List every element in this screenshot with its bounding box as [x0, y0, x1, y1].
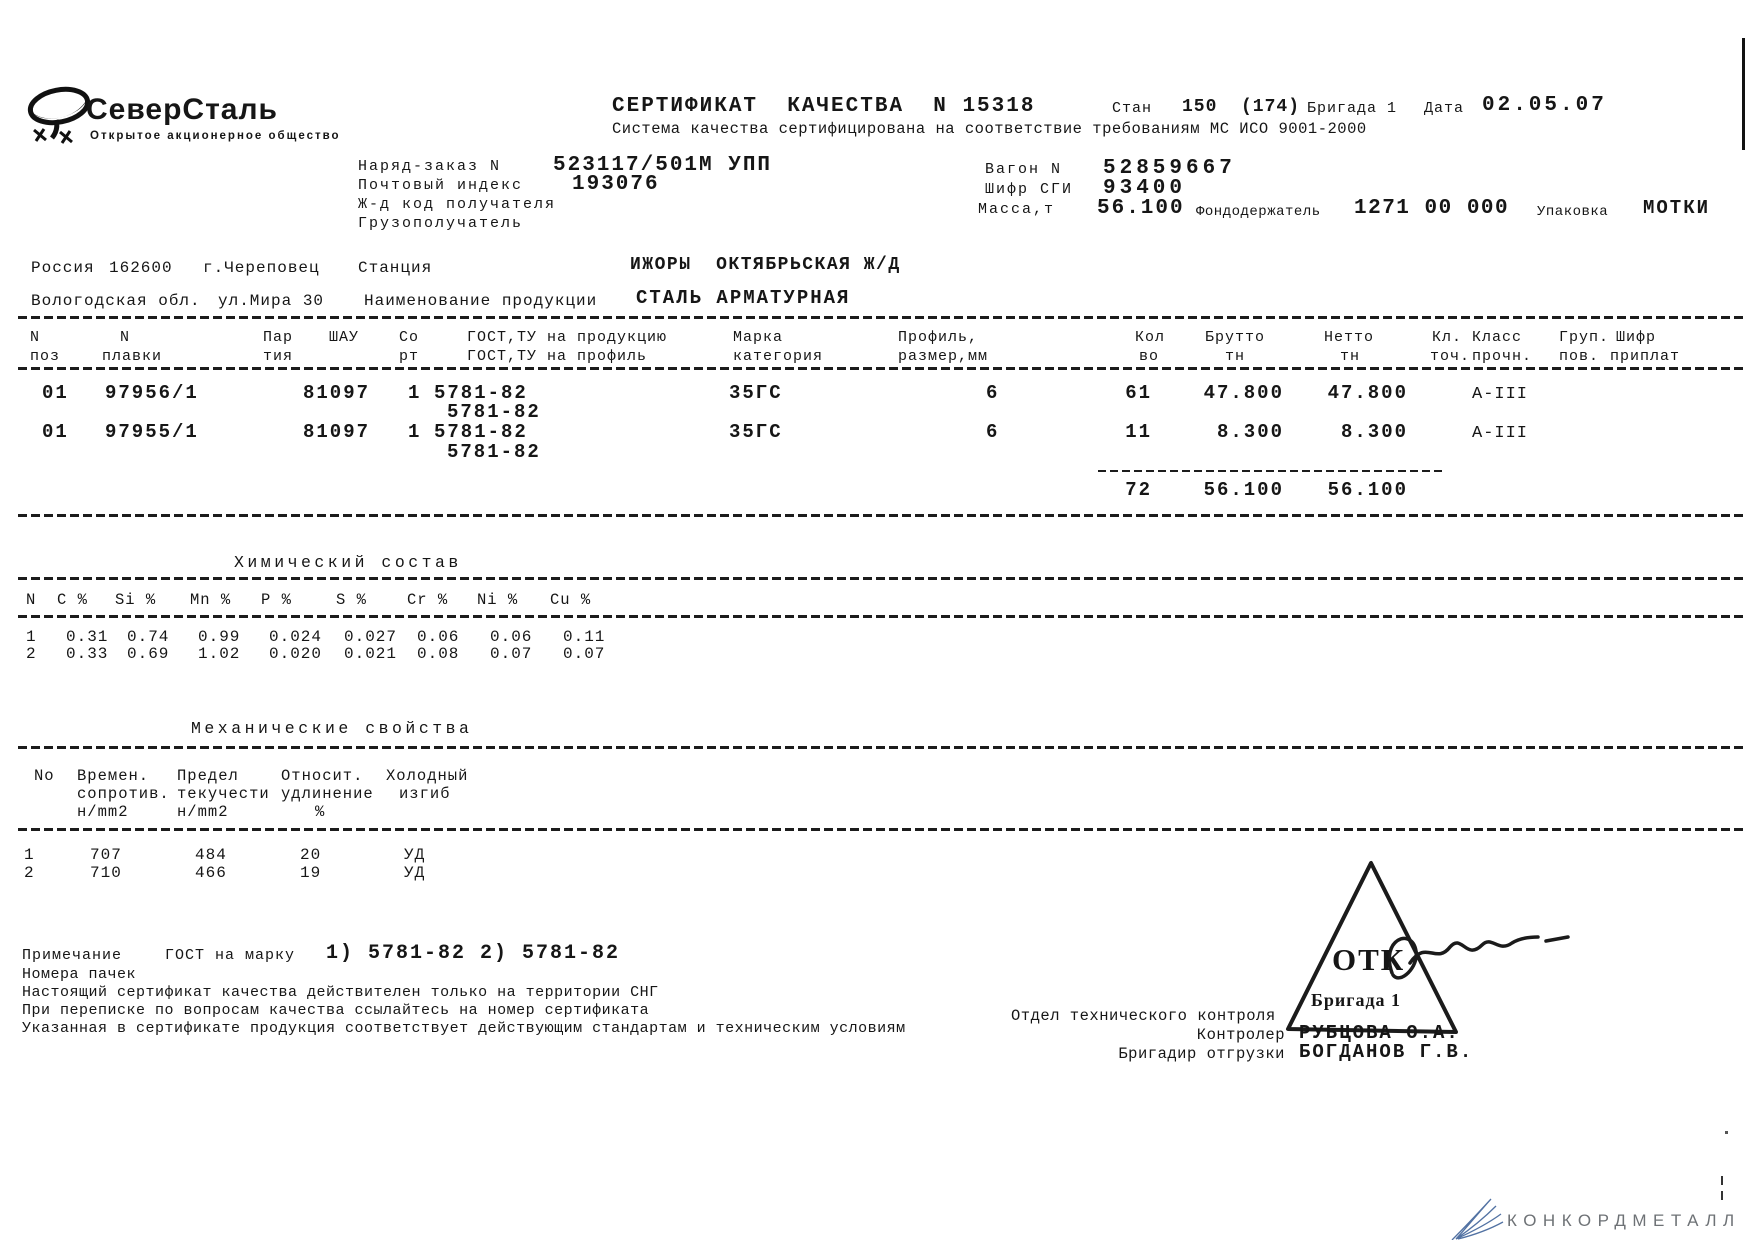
sgi-label: Шифр СГИ: [985, 181, 1074, 198]
station-value: ИЖОРЫ ОКТЯБРЬСКАЯ Ж/Д: [630, 255, 901, 275]
total-gross: 56.100: [1203, 479, 1284, 501]
total-net: 56.100: [1327, 479, 1408, 501]
cell-party: 81097: [303, 382, 371, 404]
mech-cell: 2: [24, 864, 35, 882]
mass-label: Масса,т: [978, 201, 1056, 218]
mech-col-tensile-2: сопротив.: [77, 785, 170, 803]
col-profile-1: Профиль,: [898, 329, 979, 346]
col-net-2: тн: [1340, 348, 1361, 365]
cell-profile: 6: [986, 421, 1000, 443]
mech-col-elong-1: Относит.: [281, 767, 364, 785]
col-grp-1: Груп.: [1559, 329, 1610, 346]
chem-cell: 2: [26, 645, 37, 663]
severstal-emblem-icon: [24, 82, 94, 146]
cell-mark: 35ГС: [729, 421, 783, 443]
divider-table-bottom: [18, 514, 1744, 517]
brigade-label: Бригада 1: [1307, 100, 1398, 117]
chem-cell: 1: [26, 628, 37, 646]
consignee-label: Грузополучатель: [358, 215, 524, 232]
col-class-2: прочн.: [1472, 348, 1533, 365]
stamp-otk-text: ОТК: [1332, 942, 1406, 977]
divider-address: [18, 316, 1744, 319]
col-profile-2: размер,мм: [898, 348, 989, 365]
chem-cell: 0.33: [66, 645, 109, 663]
chem-title: Химический состав: [234, 553, 462, 572]
chem-cell: 0.08: [417, 645, 460, 663]
cell-gross: 47.800: [1203, 382, 1284, 404]
mech-col-tensile-3: н/mm2: [77, 803, 129, 821]
chem-cell: 0.31: [66, 628, 109, 646]
divider-totals: [1098, 470, 1446, 472]
col-gost-1: ГОСТ,ТУ на продукцию: [467, 329, 668, 346]
stamp-brigade-text: Бригада 1: [1311, 990, 1402, 1010]
divider-mech-title: [18, 746, 1744, 749]
mech-col-tensile-1: Времен.: [77, 767, 150, 785]
col-sort-2: рт: [399, 348, 420, 365]
wagon-value: 52859667: [1103, 157, 1236, 180]
chem-cell: 1.02: [198, 645, 241, 663]
postcode-label: Почтовый индекс: [358, 177, 524, 194]
note-line: Настоящий сертификат качества действителен только на территории СНГ: [22, 984, 659, 1001]
fund-holder-label: Фондодержатель: [1196, 204, 1321, 220]
packing-value: МОТКИ: [1643, 197, 1711, 219]
col-gost-2: ГОСТ,ТУ на профиль: [467, 348, 648, 365]
col-shau: ШАУ: [329, 329, 360, 346]
mech-cell: 466: [195, 864, 227, 882]
cell-class: А-III: [1472, 385, 1529, 404]
col-melt-1: N: [120, 329, 131, 346]
divider-chem-header: [18, 615, 1744, 618]
col-net-1: Нетто: [1324, 329, 1375, 346]
chem-cell: 0.027: [344, 628, 398, 646]
cell-gost-profile: 5781-82: [447, 401, 541, 423]
order-number-label: Наряд-заказ N: [358, 158, 502, 175]
chem-cell: 0.06: [417, 628, 460, 646]
note-line: Указанная в сертификате продукция соответствует действующим стандартам и техническим условиям: [22, 1020, 906, 1037]
mech-cell: 707: [90, 846, 122, 864]
col-party-1: Пар: [263, 329, 294, 346]
chem-cell: 0.021: [344, 645, 398, 663]
col-qty-2: во: [1139, 348, 1160, 365]
watermark-text: КОНКОРДМЕТАЛЛ: [1507, 1211, 1741, 1230]
col-gross-2: тн: [1225, 348, 1246, 365]
cell-party: 81097: [303, 421, 371, 443]
foreman-label: Бригадир отгрузки: [1118, 1045, 1285, 1063]
note-label: Примечание: [22, 947, 123, 964]
product-value: СТАЛЬ АРМАТУРНАЯ: [636, 287, 851, 309]
stan-label: Стан: [1112, 100, 1153, 117]
date-value: 02.05.07: [1482, 94, 1607, 117]
divider-table-header: [18, 367, 1744, 370]
order-number-value: 523117/501М УПП: [553, 154, 773, 177]
quality-system-line: Система качества сертифицирована на соответствие требованиям МС ИСО 9001-2000: [612, 120, 1367, 138]
packing-label: Упаковка: [1537, 204, 1609, 220]
logo-subtitle: Открытое акционерное общество: [90, 130, 341, 142]
sgi-value: 93400: [1103, 177, 1187, 200]
signature-stroke: [1389, 937, 1568, 978]
cell-qty: 61: [1125, 382, 1152, 404]
chem-cell: 0.69: [127, 645, 170, 663]
station-label: Станция: [358, 259, 433, 277]
mech-col-bend-2: изгиб: [399, 785, 451, 803]
chem-cell: 0.06: [490, 628, 533, 646]
controller-label: Контролер: [1196, 1026, 1285, 1044]
cell-class: А-III: [1472, 424, 1529, 443]
controller-name: РУБЦОВА О.А.: [1299, 1022, 1460, 1044]
foreman-name: БОГДАНОВ Г.В.: [1299, 1041, 1474, 1063]
cell-gross: 8.300: [1216, 421, 1284, 443]
date-label: Дата: [1424, 100, 1465, 117]
mech-col-yield-3: н/mm2: [177, 803, 229, 821]
mech-cell: 1: [24, 846, 35, 864]
mech-cell: УД: [404, 846, 426, 864]
col-acc-1: Кл.: [1432, 329, 1463, 346]
col-melt-2: плавки: [102, 348, 163, 365]
cell-sort: 1: [408, 421, 422, 443]
mass-value: 56.100: [1097, 197, 1185, 220]
mech-cell: 484: [195, 846, 227, 864]
col-pos-1: N: [30, 329, 41, 346]
rail-code-label: Ж-д код получателя: [358, 196, 557, 213]
scan-edge-line: [1742, 38, 1745, 150]
concord-sail-icon: [1446, 1198, 1508, 1240]
mech-col-elong-3: %: [315, 803, 326, 821]
divider-chem-title: [18, 577, 1744, 580]
note-line: При переписке по вопросам качества ссылайтесь на номер сертификата: [22, 1002, 650, 1019]
total-qty: 72: [1125, 479, 1152, 501]
col-sort-1: Со: [399, 329, 420, 346]
chem-cell: 0.07: [490, 645, 533, 663]
scan-dash-mark: [1721, 1176, 1723, 1206]
note-line: Номера пачек: [22, 966, 137, 983]
cell-pos: 01: [42, 421, 69, 443]
chem-col-ni: Ni %: [477, 591, 519, 609]
mech-cell: 20: [300, 846, 322, 864]
zip: 162600: [109, 259, 173, 277]
divider-mech-header: [18, 828, 1744, 831]
country: Россия: [31, 259, 95, 277]
chem-cell: 0.024: [269, 628, 323, 646]
mech-cell: 710: [90, 864, 122, 882]
chem-cell: 0.11: [563, 628, 606, 646]
chem-col-c: C %: [57, 591, 88, 609]
chem-cell: 0.07: [563, 645, 606, 663]
stan-value: 150 (174): [1182, 97, 1301, 117]
street: ул.Мира 30: [218, 292, 325, 310]
mech-col-yield-1: Предел: [177, 767, 239, 785]
chem-col-cr: Cr %: [407, 591, 449, 609]
mech-title: Механические свойства: [191, 719, 473, 738]
col-grp-2: пов.: [1559, 348, 1600, 365]
cell-gost-product: 5781-82: [434, 382, 528, 404]
logo-brand: СеверСталь: [86, 93, 278, 126]
col-gross-1: Брутто: [1205, 329, 1266, 346]
city: г.Череповец: [203, 259, 320, 277]
chem-cell: 0.020: [269, 645, 323, 663]
col-party-2: тия: [263, 348, 294, 365]
cell-melt: 97956/1: [105, 382, 199, 404]
chem-col-si: Si %: [115, 591, 157, 609]
col-qty-1: Кол: [1135, 329, 1166, 346]
chem-col-p: P %: [261, 591, 292, 609]
fund-holder-value: 1271 00 000: [1354, 197, 1510, 220]
scan-dot: [1725, 1131, 1728, 1134]
postcode-value: 193076: [572, 173, 660, 196]
mech-col-no: No: [34, 767, 55, 785]
col-acc-2: точ.: [1430, 348, 1471, 365]
chem-col-s: S %: [336, 591, 367, 609]
mech-col-bend-1: Холодный: [386, 767, 469, 785]
cell-gost-product: 5781-82: [434, 421, 528, 443]
mech-cell: 19: [300, 864, 322, 882]
cell-sort: 1: [408, 382, 422, 404]
chem-col-cu: Cu %: [550, 591, 592, 609]
col-class-1: Класс: [1472, 329, 1523, 346]
mech-col-elong-2: удлинение: [281, 785, 374, 803]
note-gost-label: ГОСТ на марку: [165, 947, 296, 964]
col-mark-1: Марка: [733, 329, 784, 346]
col-extra-1: Шифр: [1616, 329, 1657, 346]
chem-col-n: N: [26, 591, 37, 609]
chem-col-mn: Mn %: [190, 591, 232, 609]
otk-stamp-triangle: [1250, 845, 1580, 1045]
certificate-title: СЕРТИФИКАТ КАЧЕСТВА N 15318: [612, 95, 1036, 118]
cell-mark: 35ГС: [729, 382, 783, 404]
cell-net: 8.300: [1340, 421, 1408, 443]
cell-gost-profile: 5781-82: [447, 441, 541, 463]
cell-net: 47.800: [1327, 382, 1408, 404]
wagon-label: Вагон N: [985, 161, 1063, 178]
col-extra-2: приплат: [1610, 348, 1681, 365]
col-mark-2: категория: [733, 348, 824, 365]
chem-cell: 0.99: [198, 628, 241, 646]
col-pos-2: поз: [30, 348, 61, 365]
mech-cell: УД: [404, 864, 426, 882]
qc-dept-label: Отдел технического контроля: [1011, 1007, 1276, 1025]
cell-profile: 6: [986, 382, 1000, 404]
cell-melt: 97955/1: [105, 421, 199, 443]
product-label: Наименование продукции: [364, 292, 598, 310]
cell-qty: 11: [1125, 421, 1152, 443]
mech-col-yield-2: текучести: [177, 785, 270, 803]
chem-cell: 0.74: [127, 628, 170, 646]
cell-pos: 01: [42, 382, 69, 404]
note-gost-value: 1) 5781-82 2) 5781-82: [326, 942, 621, 965]
region: Вологодская обл.: [31, 292, 201, 310]
